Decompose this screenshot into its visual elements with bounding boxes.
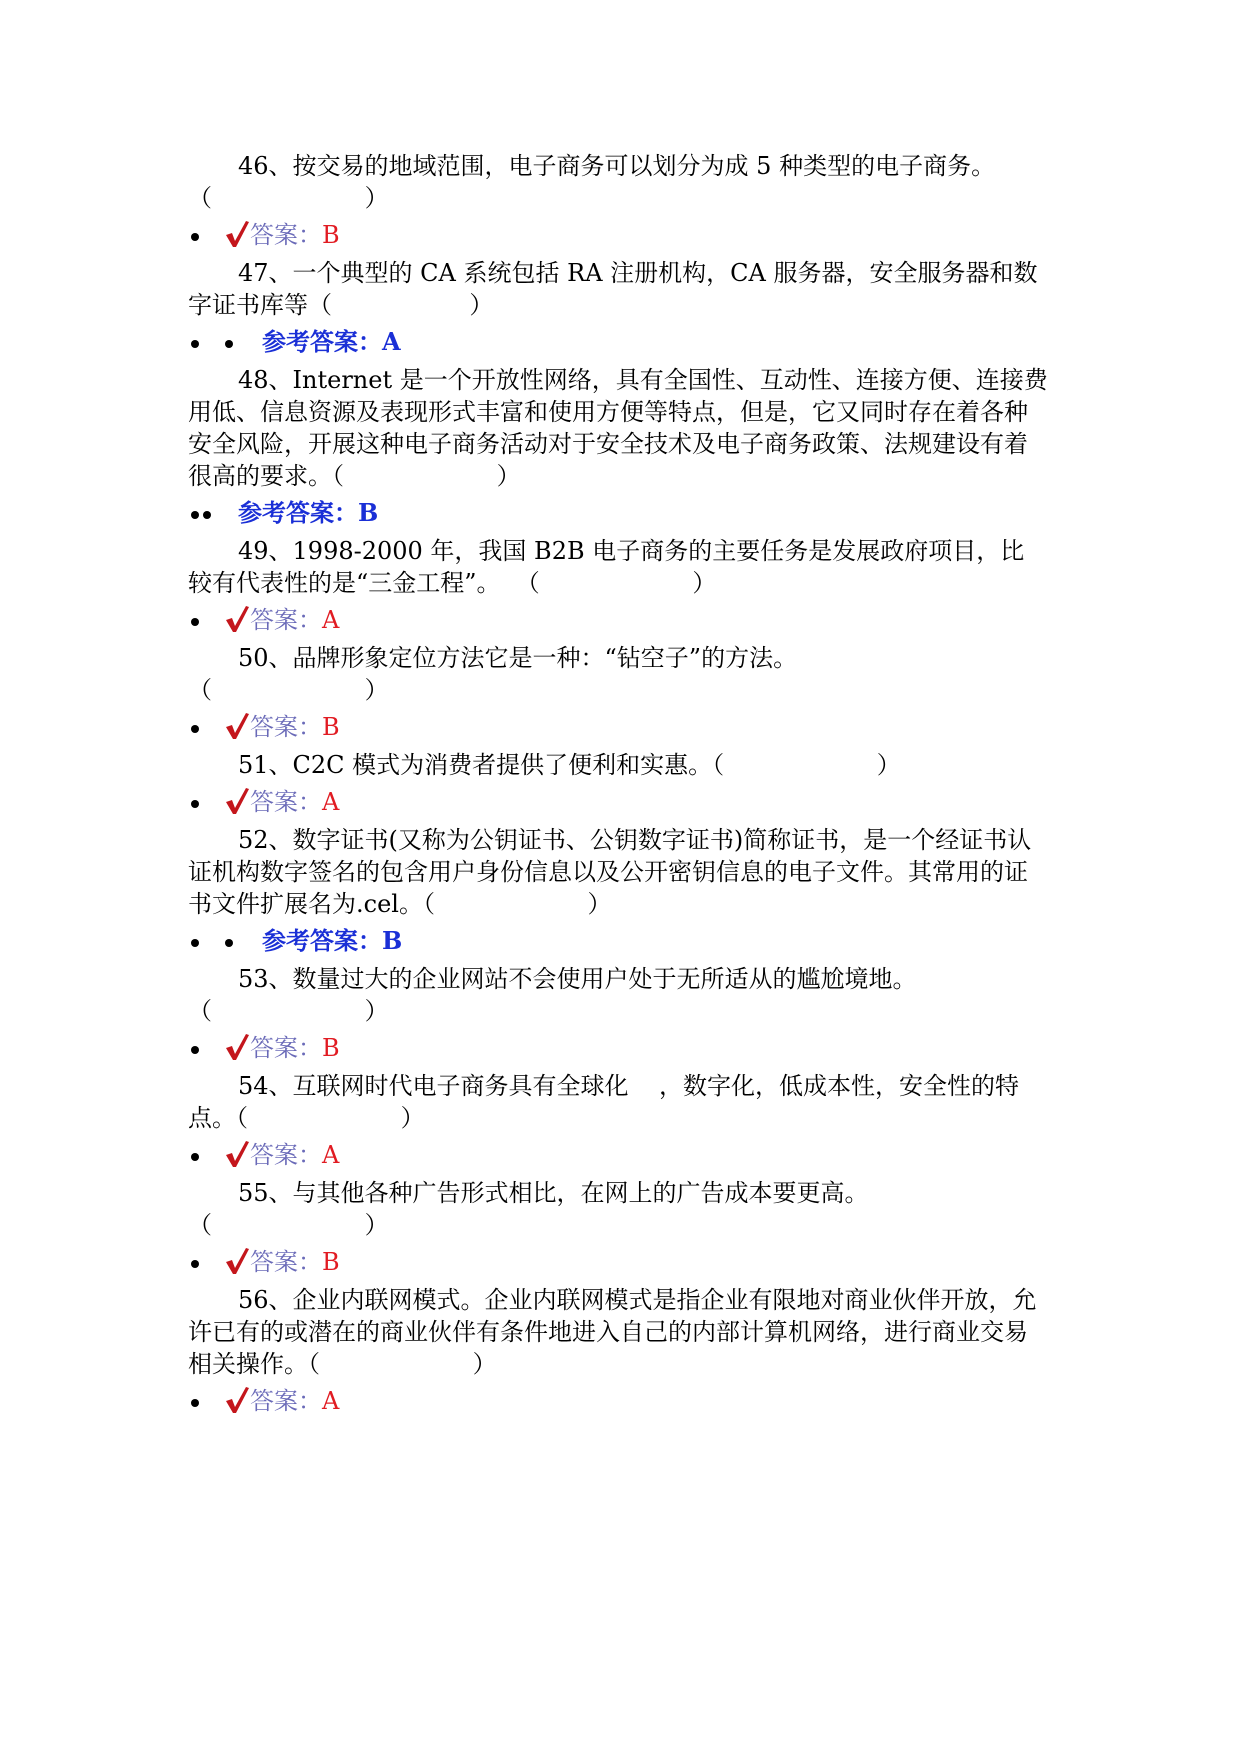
answer-52 — [188, 925, 1048, 959]
answer-value: B — [322, 1248, 340, 1276]
answer-label: 答案： — [250, 1387, 322, 1415]
question-46: 46、按交易的地域范围，电子商务可以划分为成 5 种类型的电子商务。 （ ） — [188, 152, 996, 212]
answer-label: 参考答案： — [262, 926, 382, 955]
answer-value: B — [358, 498, 379, 527]
question-51: 51、C2C 模式为消费者提供了便利和实惠。（ ） — [238, 751, 901, 779]
answer-value: A — [382, 327, 401, 356]
answer-label: 参考答案： — [238, 498, 358, 527]
checkmark-icon — [224, 219, 250, 249]
answer-50 — [188, 711, 1048, 745]
answer-label: 答案： — [250, 788, 322, 816]
question-48: 48、Internet 是一个开放性网络，具有全国性、互动性、连接方便、连接费用低、信息资源及表现形式丰富和使用方便等特点，但是，它又同时存在着各种安全风险，开展这种电子商务活动对于安全技术及电子商务政策、法规建设有着很高的要求。（ ） — [188, 366, 1048, 490]
bullet-icon — [203, 511, 211, 519]
question-56: 56、企业内联网模式。企业内联网模式是指企业有限地对商业伙伴开放，允许已有的或潜在的商业伙伴有条件地进入自己的内部计算机网络，进行商业交易相关操作。（ ） — [188, 1286, 1037, 1378]
checkmark-icon — [224, 1246, 250, 1276]
answer-56 — [188, 1385, 1048, 1419]
bullet-icon — [191, 725, 199, 733]
checkmark-icon — [224, 1139, 250, 1169]
answer-54 — [188, 1139, 1048, 1173]
bullet-icon — [191, 1153, 199, 1161]
answer-value: A — [322, 1387, 340, 1415]
answer-value: B — [322, 1034, 340, 1062]
question-53: 53、数量过大的企业网站不会使用户处于无所适从的尴尬境地。 （ ） — [188, 965, 917, 1025]
checkmark-icon — [224, 786, 250, 816]
answer-49 — [188, 604, 1048, 638]
answer-value: A — [322, 1141, 340, 1169]
answer-47 — [188, 326, 1048, 360]
question-54: 54、互联网时代电子商务具有全球化 ，数字化，低成本性，安全性的特点。（ ） — [188, 1072, 1020, 1132]
answer-51 — [188, 786, 1048, 820]
answer-46 — [188, 219, 1048, 253]
bullet-icon — [191, 800, 199, 808]
document-page — [188, 150, 1048, 1423]
bullet-icon — [225, 340, 233, 348]
bullet-icon — [191, 340, 199, 348]
answer-value: A — [322, 788, 340, 816]
answer-label: 答案： — [250, 606, 322, 634]
answer-55 — [188, 1246, 1048, 1280]
bullet-icon — [225, 939, 233, 947]
answer-value: B — [382, 926, 403, 955]
answer-label: 答案： — [250, 221, 322, 249]
bullet-icon — [191, 1046, 199, 1054]
bullet-icon — [191, 1399, 199, 1407]
bullet-icon — [191, 939, 199, 947]
question-50: 50、品牌形象定位方法它是一种：“钻空子”的方法。 （ ） — [188, 644, 798, 704]
question-49: 49、1998-2000 年，我国 B2B 电子商务的主要任务是发展政府项目，比较有代表性的是“三金工程”。 （ ） — [188, 537, 1025, 597]
question-52: 52、数字证书(又称为公钥证书、公钥数字证书)简称证书，是一个经证书认证机构数字签名的包含用户身份信息以及公开密钥信息的电子文件。其常用的证书文件扩展名为.cel。（ ） — [188, 826, 1032, 918]
checkmark-icon — [224, 1385, 250, 1415]
bullet-icon — [191, 1260, 199, 1268]
answer-label: 答案： — [250, 1034, 322, 1062]
checkmark-icon — [224, 1032, 250, 1062]
answer-value: B — [322, 713, 340, 741]
answer-value: A — [322, 606, 340, 634]
bullet-icon — [191, 233, 199, 241]
answer-value: B — [322, 221, 340, 249]
checkmark-icon — [224, 604, 250, 634]
bullet-icon — [191, 618, 199, 626]
checkmark-icon — [224, 711, 250, 741]
answer-label: 答案： — [250, 713, 322, 741]
answer-53 — [188, 1032, 1048, 1066]
question-47: 47、一个典型的 CA 系统包括 RA 注册机构，CA 服务器，安全服务器和数字证书库等（ ） — [188, 259, 1038, 319]
answer-label: 答案： — [250, 1248, 322, 1276]
question-55: 55、与其他各种广告形式相比，在网上的广告成本要更高。 （ ） — [188, 1179, 869, 1239]
answer-label: 答案： — [250, 1141, 322, 1169]
bullet-icon — [191, 511, 199, 519]
answer-label: 参考答案： — [262, 327, 382, 356]
answer-48 — [188, 497, 1048, 531]
